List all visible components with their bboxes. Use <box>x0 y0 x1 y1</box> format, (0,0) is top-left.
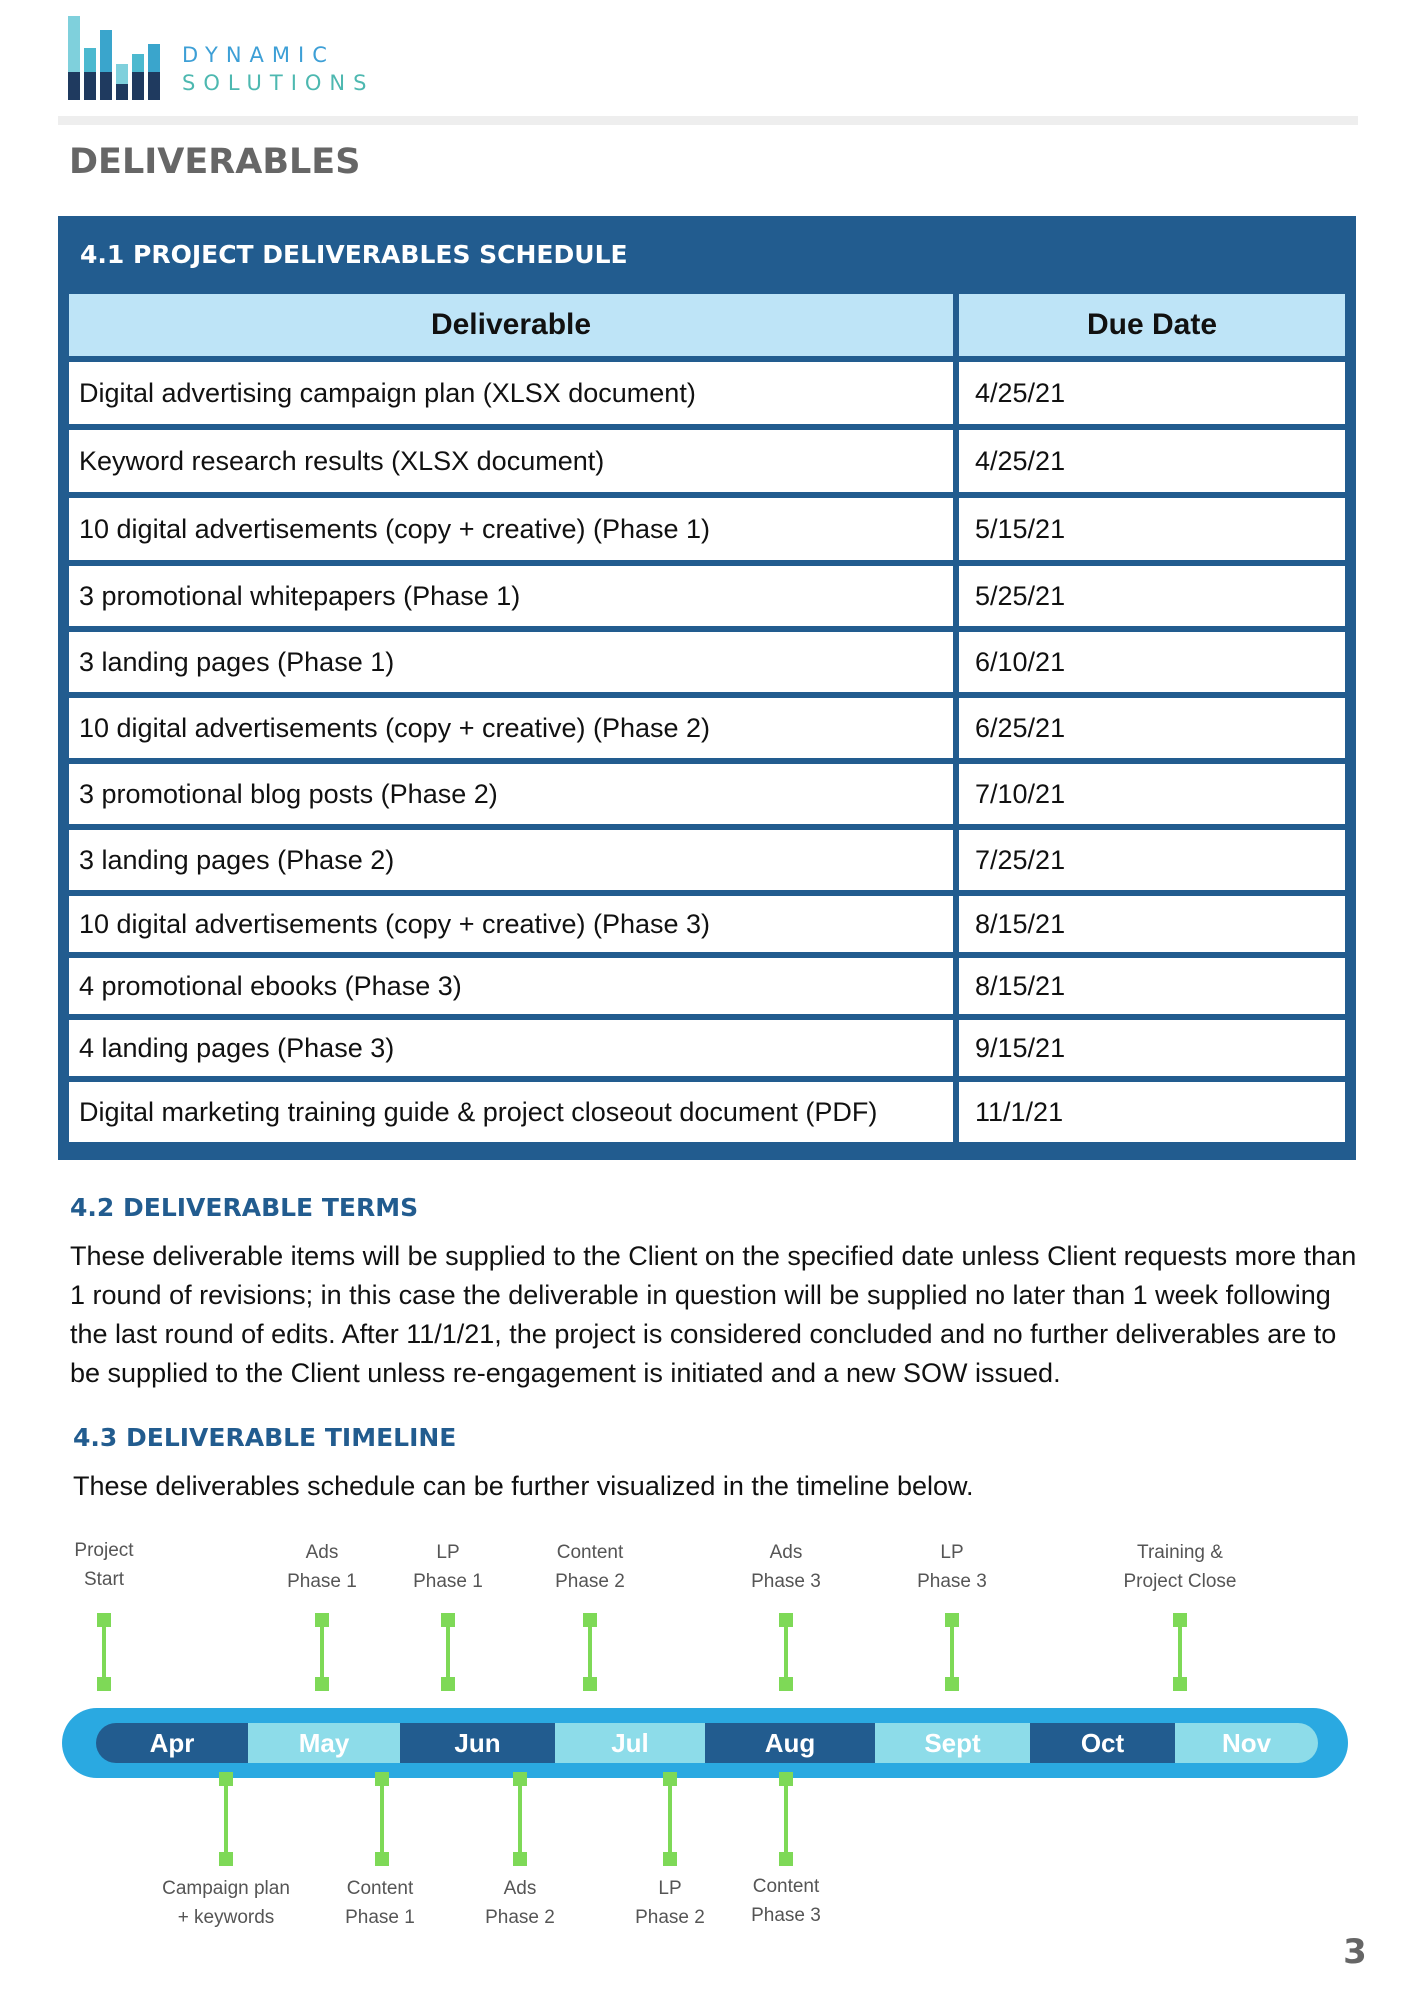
table-row <box>69 632 1345 692</box>
due-date-cell: 5/25/21 <box>959 566 1345 626</box>
deliverable-cell: 3 landing pages (Phase 2) <box>69 830 953 890</box>
due-date-cell: 8/15/21 <box>959 958 1345 1014</box>
due-date-cell: 7/10/21 <box>959 764 1345 824</box>
table-row <box>69 1020 1345 1076</box>
milestone-label-above: Content Phase 2 <box>555 1542 625 1592</box>
due-date-cell: 9/15/21 <box>959 1020 1345 1076</box>
deliverable-cell: 4 landing pages (Phase 3) <box>69 1020 953 1076</box>
month-segment: Oct <box>1030 1723 1175 1763</box>
column-header-due-date: Due Date <box>959 294 1345 356</box>
milestone-label-below: Ads Phase 2 <box>485 1878 555 1928</box>
milestone-label-below: LP Phase 2 <box>635 1878 705 1928</box>
due-date-cell: 4/25/21 <box>959 430 1345 492</box>
deliverable-cell: Keyword research results (XLSX document) <box>69 430 953 492</box>
deliverable-cell: 10 digital advertisements (copy + creative) (Phase 2) <box>69 698 953 758</box>
milestone-label-below: Campaign plan + keywords <box>162 1878 290 1928</box>
deliverable-cell: 10 digital advertisements (copy + creative) (Phase 1) <box>69 498 953 560</box>
table-row <box>69 1082 1345 1142</box>
due-date-cell: 11/1/21 <box>959 1082 1345 1142</box>
milestone-label-above: LP Phase 3 <box>917 1542 987 1592</box>
timeline-months <box>96 1723 1318 1763</box>
terms-paragraph: These deliverable items will be supplied to the Client on the specified date unless Client requests more than 1 round of revisions; in this case the deliverable in question will be supplied no later than 1 week following the last round of edits. After 11/1/21, the project is considered concluded and no further deliverables are to be supplied to the Client unless re-engagement is initiated and a new SOW issued. <box>70 1241 1357 1388</box>
table-row <box>69 498 1345 560</box>
table-row <box>69 958 1345 1014</box>
month-segment: May <box>248 1723 400 1763</box>
milestone-label-below: Content Phase 1 <box>345 1878 415 1928</box>
due-date-cell: 5/15/21 <box>959 498 1345 560</box>
due-date-cell: 8/15/21 <box>959 896 1345 952</box>
deliverable-cell: 3 promotional blog posts (Phase 2) <box>69 764 953 824</box>
table-row <box>69 566 1345 626</box>
header-divider <box>58 116 1358 125</box>
page-title: DELIVERABLES <box>69 142 361 182</box>
column-header-deliverable: Deliverable <box>69 294 953 356</box>
deliverable-cell: 3 promotional whitepapers (Phase 1) <box>69 566 953 626</box>
table-header-row <box>69 294 1345 356</box>
deliverable-cell: Digital marketing training guide & project closeout document (PDF) <box>69 1082 953 1142</box>
table-row <box>69 830 1345 890</box>
table-row <box>69 362 1345 424</box>
deliverable-cell: Digital advertising campaign plan (XLSX document) <box>69 362 953 424</box>
month-segment: Jul <box>555 1723 705 1763</box>
brand-line-1: DYNAMIC <box>182 43 335 67</box>
company-logo <box>68 16 388 102</box>
page-number: 3 <box>1343 1932 1367 1972</box>
table-row <box>69 764 1345 824</box>
milestone-label-below: Content Phase 3 <box>751 1876 821 1926</box>
month-segment: Aug <box>705 1723 875 1763</box>
terms-heading: 4.2 DELIVERABLE TERMS <box>70 1193 419 1222</box>
deliverable-timeline <box>0 1520 1414 1940</box>
due-date-cell: 6/10/21 <box>959 632 1345 692</box>
brand-line-2: SOLUTIONS <box>182 71 375 95</box>
month-segment: Apr <box>96 1723 248 1763</box>
milestone-label-above: Project Start <box>74 1540 134 1590</box>
milestone-label-above: Ads Phase 1 <box>287 1542 357 1592</box>
deliverable-cell: 10 digital advertisements (copy + creative) (Phase 3) <box>69 896 953 952</box>
timeline-bar <box>62 1708 1348 1778</box>
due-date-cell: 4/25/21 <box>959 362 1345 424</box>
bar-chart-logo-icon <box>68 16 168 102</box>
due-date-cell: 7/25/21 <box>959 830 1345 890</box>
table-row <box>69 896 1345 952</box>
milestone-label-above: Training & Project Close <box>1123 1542 1237 1592</box>
table-row <box>69 430 1345 492</box>
milestone-label-above: LP Phase 1 <box>413 1542 483 1592</box>
month-segment: Nov <box>1175 1723 1318 1763</box>
timeline-heading: 4.3 DELIVERABLE TIMELINE <box>73 1423 457 1452</box>
month-segment: Jun <box>400 1723 555 1763</box>
schedule-title: 4.1 PROJECT DELIVERABLES SCHEDULE <box>80 240 628 269</box>
deliverable-cell: 3 landing pages (Phase 1) <box>69 632 953 692</box>
table-row <box>69 698 1345 758</box>
milestone-label-above: Ads Phase 3 <box>751 1542 821 1592</box>
timeline-intro: These deliverables schedule can be further visualized in the timeline below. <box>73 1471 974 1501</box>
deliverables-schedule-panel <box>58 216 1356 1160</box>
month-segment: Sept <box>875 1723 1030 1763</box>
deliverable-cell: 4 promotional ebooks (Phase 3) <box>69 958 953 1014</box>
due-date-cell: 6/25/21 <box>959 698 1345 758</box>
